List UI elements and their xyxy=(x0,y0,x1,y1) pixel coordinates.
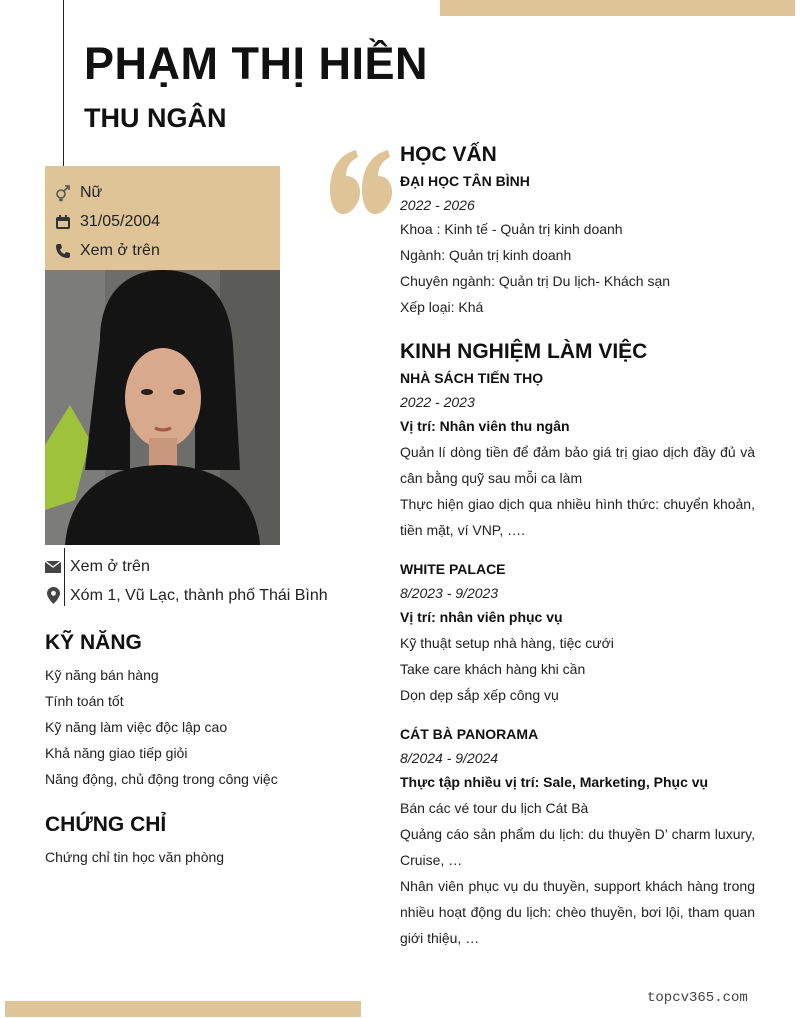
job-org: WHITE PALACE xyxy=(400,561,506,577)
calendar-icon xyxy=(54,213,72,231)
skill-item: Tính toán tốt xyxy=(45,693,124,709)
certificates-list xyxy=(45,844,224,870)
mail-icon xyxy=(45,558,61,576)
job-line: Quản lí dòng tiền để đảm bảo giá trị giao dịch đầy đủ và cân bằng quỹ sau mỗi ca làm xyxy=(400,444,755,486)
job-entry xyxy=(400,365,755,543)
experience-heading: KINH NGHIỆM LÀM VIỆC xyxy=(400,340,648,363)
profile-photo xyxy=(45,270,280,545)
school-name: ĐẠI HỌC TÂN BÌNH xyxy=(400,173,530,189)
education-line: Chuyên ngành: Quản trị Du lịch- Khách sạn xyxy=(400,273,671,289)
job-position: Thực tập nhiều vị trí: Sale, Marketing, Phục vụ xyxy=(400,774,709,790)
address-value: Xóm 1, Vũ Lạc, thành phố Thái Bình xyxy=(70,586,328,604)
birthday-row xyxy=(45,207,280,236)
job-line: Take care khách hàng khi cần xyxy=(400,661,586,677)
gender-icon xyxy=(54,184,72,202)
job-org: NHÀ SÁCH TIẾN THỌ xyxy=(400,370,544,386)
job-line: Dọn dẹp sắp xếp công vụ xyxy=(400,687,559,703)
phone-row xyxy=(45,236,280,265)
address-row xyxy=(45,581,328,610)
skill-item: Kỹ năng làm việc độc lập cao xyxy=(45,719,228,735)
education-period: 2022 - 2026 xyxy=(400,197,475,213)
job-position: Vị trí: nhân viên phục vụ xyxy=(400,609,563,625)
quote-mark-icon xyxy=(328,148,394,221)
job-line: Bán các vé tour du lịch Cát Bà xyxy=(400,800,589,816)
job-line: Nhân viên phục vụ du thuyền, support khách hàng trong nhiều hoạt động du lịch: chèo thuyền, bơi lội, tham quan giới thiệu, … xyxy=(400,878,755,946)
education-line: Khoa : Kinh tế - Quản trị kinh doanh xyxy=(400,221,623,237)
education-line: Xếp loại: Khá xyxy=(400,299,484,315)
header-divider-line xyxy=(63,0,64,166)
education-heading: HỌC VẤN xyxy=(400,143,497,166)
certificate-item: Chứng chỉ tin học văn phòng xyxy=(45,849,225,865)
gender-row xyxy=(45,178,280,207)
watermark-text: topcv365.com xyxy=(647,990,748,1006)
contact-section xyxy=(45,552,328,610)
certificates-heading: CHỨNG CHỈ xyxy=(45,813,167,836)
skill-item: Khả năng giao tiếp giỏi xyxy=(45,745,188,761)
job-org: CÁT BÀ PANORAMA xyxy=(400,726,539,742)
job-period: 8/2023 - 9/2023 xyxy=(400,585,499,601)
job-entry xyxy=(400,556,755,708)
education-section xyxy=(400,142,755,320)
education-line: Ngành: Quản trị kinh doanh xyxy=(400,247,572,263)
job-entry xyxy=(400,721,755,951)
job-position: Vị trí: Nhân viên thu ngân xyxy=(400,418,570,434)
top-accent-bar xyxy=(440,0,795,16)
job-title: THU NGÂN xyxy=(84,103,227,133)
skills-heading: KỸ NĂNG xyxy=(45,631,142,654)
gender-value: Nữ xyxy=(80,183,103,201)
phone-value: Xem ở trên xyxy=(80,241,160,259)
skill-item: Kỹ năng bán hàng xyxy=(45,667,159,683)
job-period: 8/2024 - 9/2024 xyxy=(400,750,499,766)
skill-item: Năng động, chủ động trong công việc xyxy=(45,771,278,787)
job-line: Thực hiện giao dịch qua nhiều hình thức: chuyển khoản, tiền mặt, ví VNP, …. xyxy=(400,496,755,538)
experience-section xyxy=(400,339,755,951)
candidate-name: PHẠM THỊ HIỀN xyxy=(84,38,428,89)
email-value: Xem ở trên xyxy=(70,557,150,575)
job-period: 2022 - 2023 xyxy=(400,394,475,410)
job-line: Quảng cáo sản phẩm du lịch: du thuyền D’ charm luxury, Cruise, … xyxy=(400,826,755,868)
location-pin-icon xyxy=(45,587,61,605)
phone-icon xyxy=(54,242,72,260)
bottom-accent-bar xyxy=(5,1001,361,1017)
personal-info-box xyxy=(45,166,280,270)
skills-list xyxy=(45,662,278,792)
job-line: Kỹ thuật setup nhà hàng, tiệc cưới xyxy=(400,635,614,651)
email-row xyxy=(45,552,328,581)
birthday-value: 31/05/2004 xyxy=(80,212,161,230)
